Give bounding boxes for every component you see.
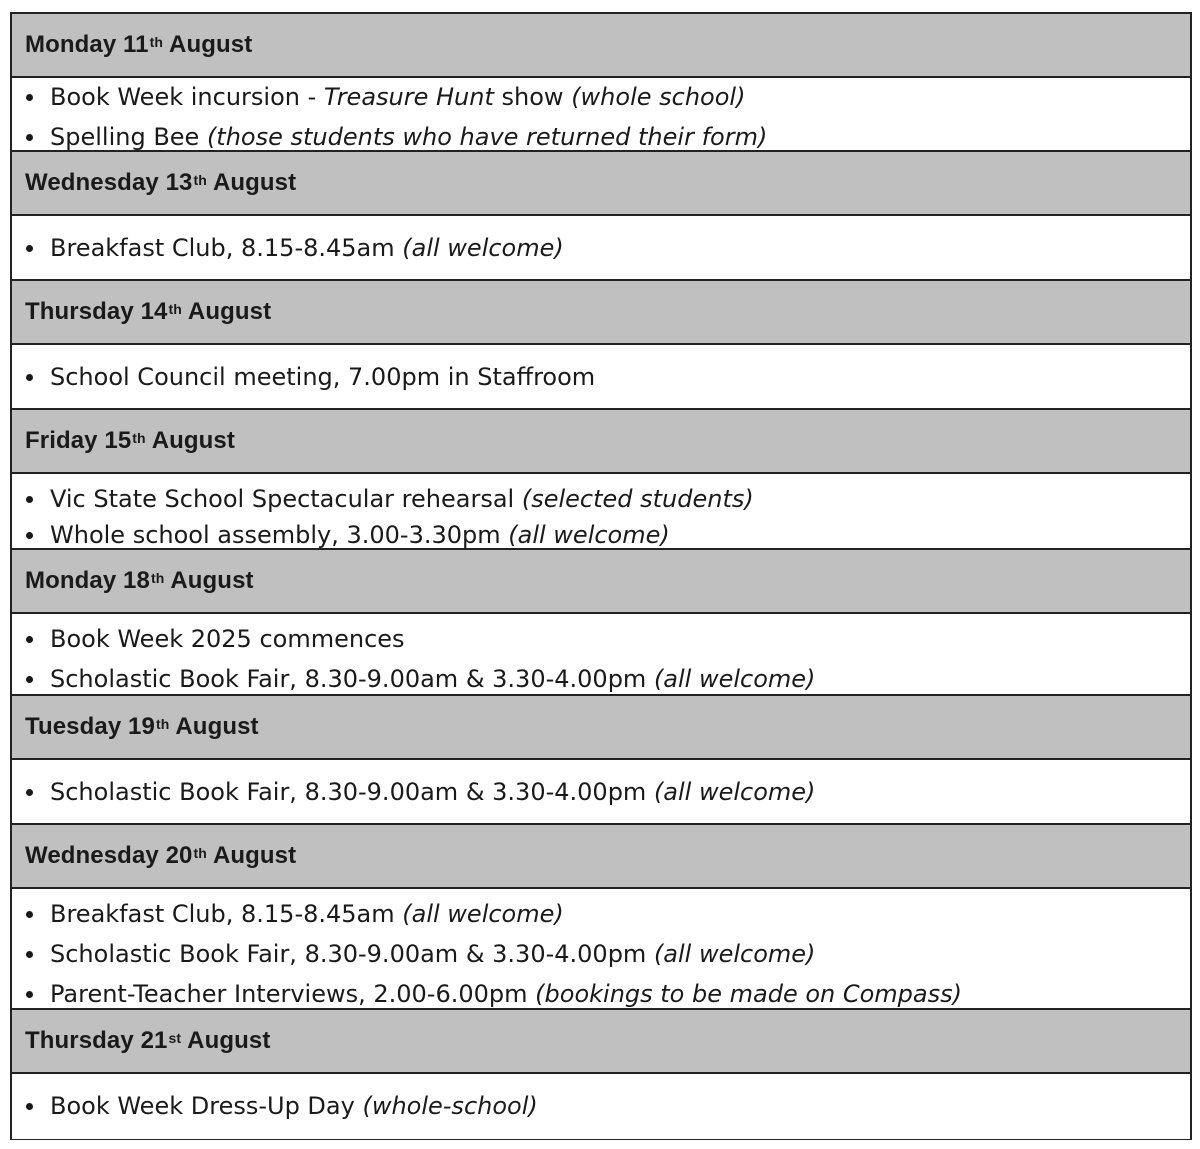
day-label: Wednesday 13 xyxy=(25,169,193,196)
event-text: Breakfast Club, 8.15-8.45am xyxy=(50,900,403,928)
month-label: August xyxy=(187,1027,271,1054)
month-label: August xyxy=(169,31,253,58)
event-text: Vic State School Spectacular rehearsal xyxy=(50,485,522,513)
day-header xyxy=(12,1010,1190,1074)
month-label: August xyxy=(175,713,259,740)
event-text: Book Week 2025 commences xyxy=(50,625,405,653)
event-item xyxy=(12,889,1190,939)
event-text: Book Week incursion - xyxy=(50,83,324,111)
event-text: Whole school assembly, 3.00-3.30pm xyxy=(50,521,509,549)
event-note: (selected students) xyxy=(521,485,754,513)
event-item xyxy=(12,614,1190,664)
day-label: Tuesday 19 xyxy=(25,713,155,740)
bullet-icon xyxy=(26,134,33,141)
day-suffix: th xyxy=(155,716,170,732)
event-item xyxy=(12,760,1190,825)
day-events xyxy=(12,1074,1190,1139)
event-title: Treasure Hunt xyxy=(323,83,494,111)
day-events xyxy=(12,474,1190,550)
day-header xyxy=(12,696,1190,760)
day-suffix: th xyxy=(150,570,165,586)
bullet-icon xyxy=(26,94,33,101)
event-item xyxy=(12,216,1190,281)
event-text: Scholastic Book Fair, 8.30-9.00am & 3.30-4.00pm xyxy=(50,940,654,968)
day-label: Monday 18 xyxy=(25,567,150,594)
event-text: Parent-Teacher Interviews, 2.00-6.00pm xyxy=(50,980,536,1008)
event-note: (all welcome) xyxy=(402,234,564,262)
day-header xyxy=(12,14,1190,78)
event-item xyxy=(12,969,1190,1010)
event-item xyxy=(12,664,1190,694)
day-events xyxy=(12,760,1190,825)
day-suffix: th xyxy=(168,301,182,317)
day-suffix: th xyxy=(149,34,164,50)
event-text: show xyxy=(493,83,572,111)
event-item xyxy=(12,116,1190,152)
bullet-icon xyxy=(26,676,33,683)
bullet-icon xyxy=(26,789,33,796)
day-header xyxy=(12,152,1190,216)
event-note: (whole school) xyxy=(571,83,746,111)
day-label: Thursday 14 xyxy=(25,298,168,325)
day-label: Monday 11 xyxy=(25,31,149,58)
event-text: School Council meeting, 7.00pm in Staffroom xyxy=(50,363,596,391)
event-note: (whole-school) xyxy=(362,1092,538,1120)
event-item xyxy=(12,474,1190,524)
day-events xyxy=(12,78,1190,152)
bullet-icon xyxy=(26,374,33,381)
event-note: (all welcome) xyxy=(653,778,816,806)
bullet-icon xyxy=(26,245,33,252)
day-label: Thursday 21 xyxy=(25,1027,168,1054)
event-item xyxy=(12,1074,1190,1139)
day-suffix: st xyxy=(168,1030,182,1046)
month-label: August xyxy=(170,567,254,594)
event-item xyxy=(12,345,1190,410)
event-note: (those students who have returned their form) xyxy=(206,123,768,151)
day-events xyxy=(12,889,1190,1010)
bullet-icon xyxy=(26,496,33,503)
day-suffix: th xyxy=(193,845,207,861)
month-label: August xyxy=(151,427,235,454)
event-text: Scholastic Book Fair, 8.30-9.00am & 3.30-4.00pm xyxy=(50,665,654,693)
day-header xyxy=(12,825,1190,889)
month-label: August xyxy=(212,169,297,196)
bullet-icon xyxy=(26,911,33,918)
day-header xyxy=(12,410,1190,474)
day-events xyxy=(12,216,1190,281)
event-item xyxy=(12,939,1190,969)
month-label: August xyxy=(212,842,297,869)
day-header xyxy=(12,550,1190,614)
event-text: Scholastic Book Fair, 8.30-9.00am & 3.30-4.00pm xyxy=(50,778,654,806)
bullet-icon xyxy=(26,951,33,958)
month-label: August xyxy=(187,298,272,325)
bullet-icon xyxy=(26,991,33,998)
day-label: Wednesday 20 xyxy=(25,842,193,869)
day-events xyxy=(12,345,1190,410)
event-text: Spelling Bee xyxy=(50,123,207,151)
bullet-icon xyxy=(26,1103,33,1110)
event-note: (all welcome) xyxy=(402,900,564,928)
event-note: (all welcome) xyxy=(653,940,816,968)
event-note: (all welcome) xyxy=(653,665,816,693)
day-label: Friday 15 xyxy=(25,427,132,454)
event-item xyxy=(12,78,1190,116)
day-events xyxy=(12,614,1190,696)
event-text: Book Week Dress-Up Day xyxy=(50,1092,363,1120)
event-text: Breakfast Club, 8.15-8.45am xyxy=(50,234,403,262)
event-note: (all welcome) xyxy=(508,521,670,549)
day-suffix: th xyxy=(193,172,207,188)
day-suffix: th xyxy=(132,430,146,446)
schedule-table xyxy=(10,12,1192,1140)
bullet-icon xyxy=(26,636,33,643)
bullet-icon xyxy=(26,532,33,539)
event-note: (bookings to be made on Compass) xyxy=(535,980,962,1008)
day-header xyxy=(12,281,1190,345)
event-item xyxy=(12,521,1190,549)
